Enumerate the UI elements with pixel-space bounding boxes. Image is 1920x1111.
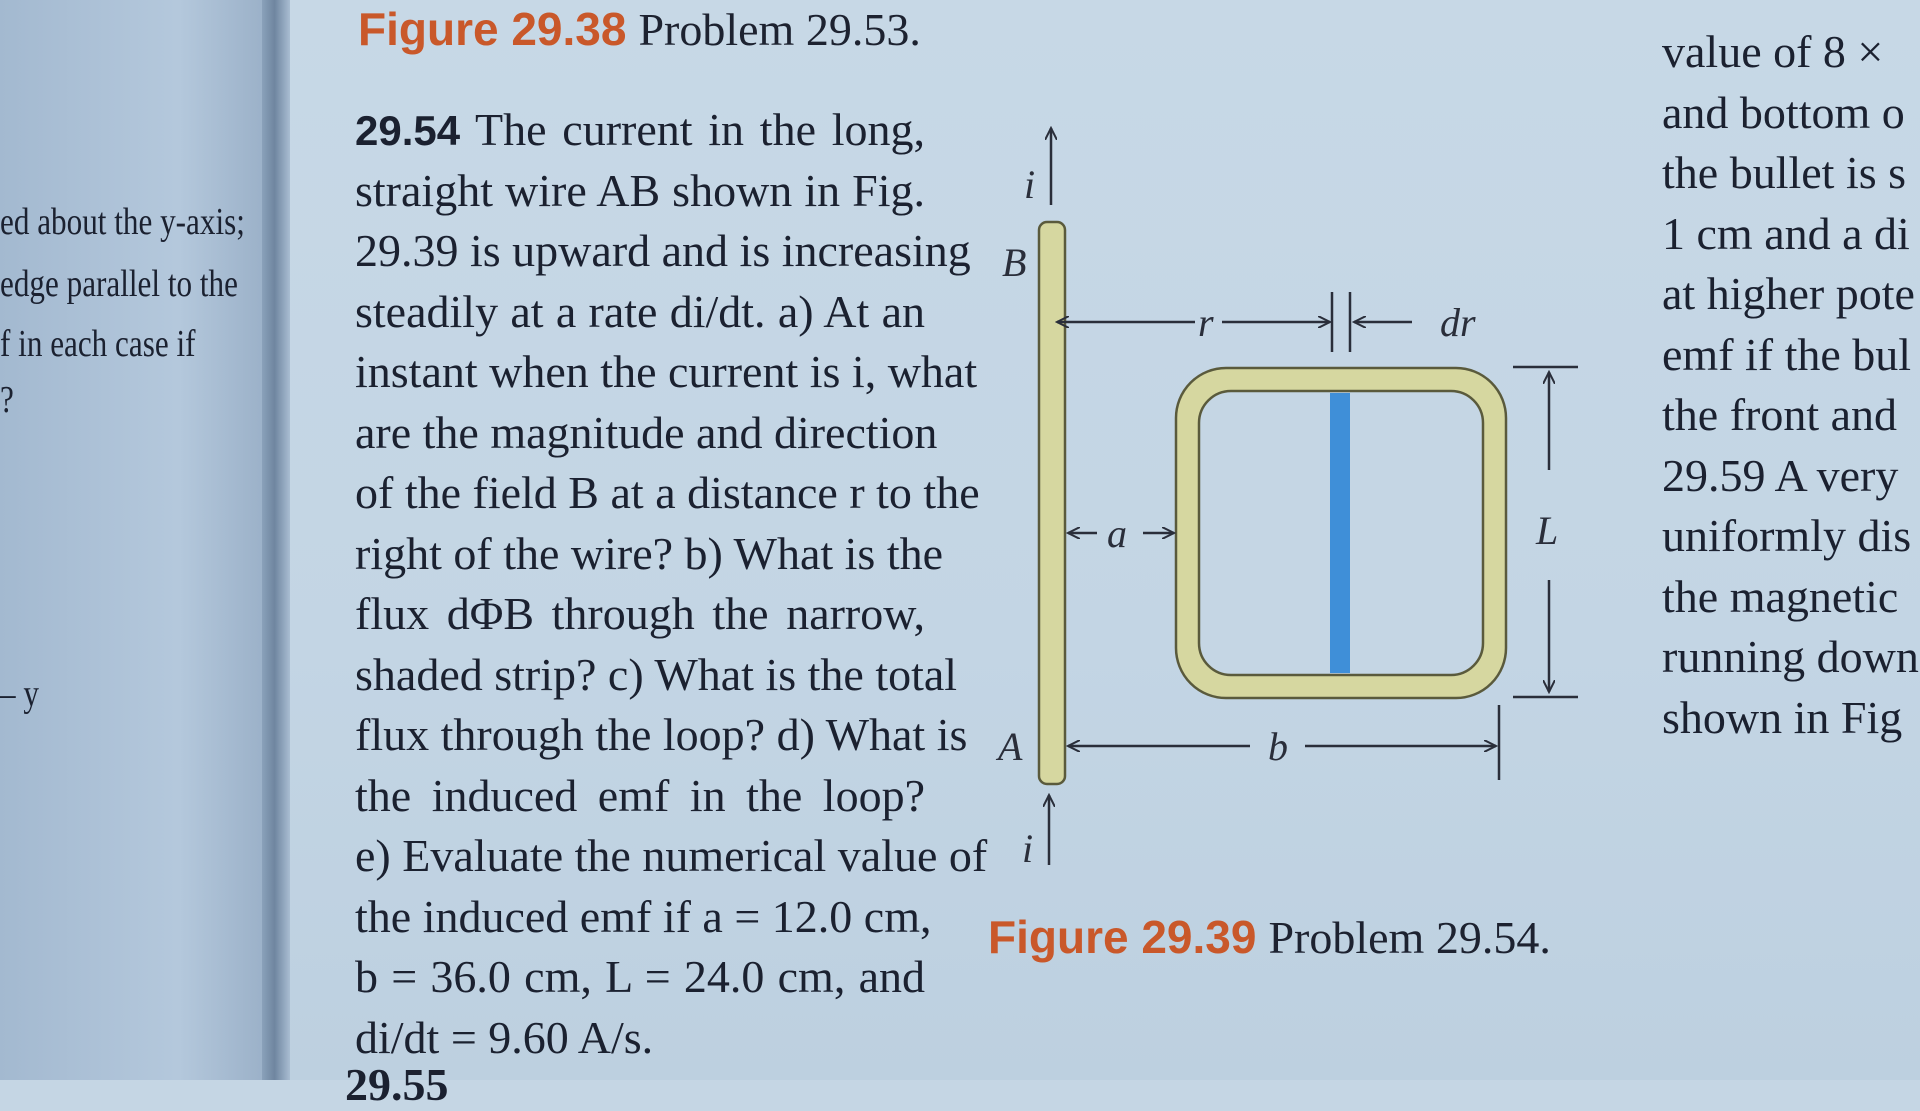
problem-29-54 <box>355 100 988 1068</box>
problem-line: steadily at a rate di/dt. a) At an <box>355 285 925 337</box>
problem-line: flux dΦB through the narrow, <box>355 588 925 639</box>
right-column <box>1662 22 1919 748</box>
right-column-line: and bottom o <box>1662 86 1905 138</box>
problem-line: straight wire AB shown in Fig. <box>355 164 925 216</box>
right-column-line: value of 8 × <box>1662 26 1884 77</box>
left-page <box>0 0 275 1080</box>
dr-label: dr <box>1440 300 1476 345</box>
b-label: b <box>1268 724 1288 769</box>
right-column-line: running down <box>1662 631 1919 682</box>
left-page-line: ? <box>0 379 14 421</box>
right-column-line: 29.59 A very <box>1662 449 1899 501</box>
l-label: L <box>1536 508 1559 553</box>
right-column-line: uniformly dis <box>1662 510 1912 561</box>
left-page-line: ed about the y-axis; <box>0 201 245 243</box>
next-problem-partial: 29.55 <box>345 1059 449 1110</box>
book-gutter <box>262 0 290 1080</box>
problem-line: shaded strip? c) What is the total <box>355 648 958 700</box>
current-label-top: i <box>1024 162 1036 207</box>
right-column-line: shown in Fig <box>1662 691 1903 743</box>
left-page-line: – y <box>0 673 39 715</box>
problem-number: 29.54 <box>355 107 461 154</box>
right-column-line: 1 cm and a di <box>1662 207 1910 259</box>
figure-caption-29-38 <box>358 2 921 56</box>
problem-line: flux through the loop? d) What is <box>355 709 968 760</box>
figure-label: Figure 29.38 <box>358 3 627 55</box>
problem-line: the induced emf if a = 12.0 cm, <box>355 890 932 942</box>
figure-label: Figure 29.39 <box>988 911 1257 963</box>
caption-text: Problem 29.54. <box>1268 912 1551 963</box>
right-column-line: the front and <box>1662 389 1898 440</box>
a-label: a <box>1107 511 1127 556</box>
problem-line: of the field B at a distance r to the <box>355 467 980 518</box>
current-label-bottom: i <box>1022 826 1034 871</box>
problem-line: di/dt = 9.60 A/s. <box>355 1011 654 1063</box>
problem-line: are the magnitude and direction <box>355 406 938 458</box>
right-column-line: emf if the bul <box>1662 328 1912 380</box>
point-label-b: B <box>1002 240 1027 285</box>
problem-line: right of the wire? b) What is the <box>355 527 944 579</box>
right-column-line: at higher pote <box>1662 268 1915 319</box>
left-page-line: f in each case if <box>0 323 196 365</box>
right-column-line: the bullet is s <box>1662 147 1907 198</box>
right-column-line: the magnetic <box>1662 570 1899 622</box>
point-label-a: A <box>998 724 1023 769</box>
figure-caption-29-39 <box>988 910 1551 964</box>
problem-line: 29.54 The current in the long, <box>355 104 926 155</box>
problem-line: b = 36.0 cm, L = 24.0 cm, and <box>355 951 925 1002</box>
problem-line: instant when the current is i, what <box>355 346 978 397</box>
left-page-line: edge parallel to the <box>0 263 238 305</box>
problem-line: the induced emf in the loop? <box>355 769 925 821</box>
caption-text: Problem 29.53. <box>638 4 921 55</box>
problem-line: e) Evaluate the numerical value of <box>355 830 988 881</box>
problem-line: 29.39 is upward and is increasing <box>355 225 971 276</box>
r-label: r <box>1198 300 1214 345</box>
